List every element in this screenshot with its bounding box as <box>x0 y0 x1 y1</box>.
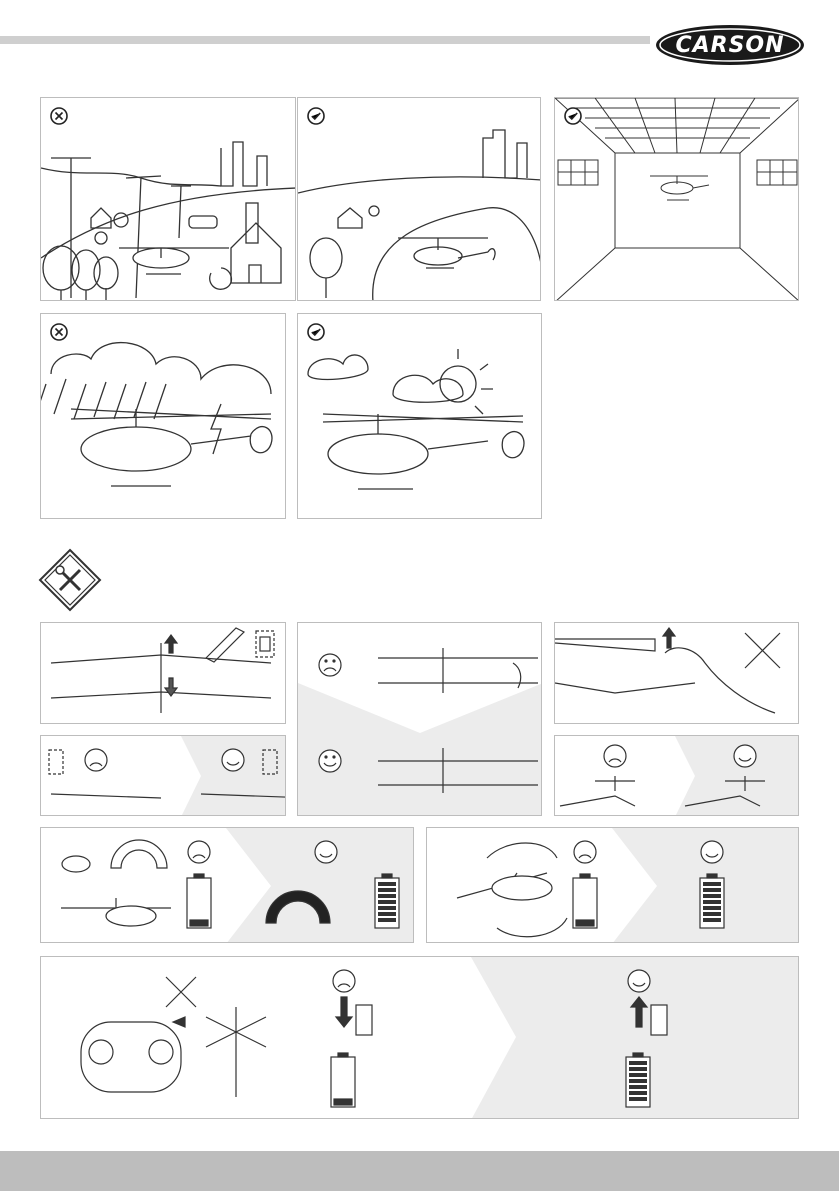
footer-bar <box>0 1151 839 1191</box>
circle-check-icon <box>563 106 583 126</box>
circle-check-icon <box>306 106 326 126</box>
screw-tight-panel <box>40 735 286 816</box>
flip-battery-panel <box>426 827 799 943</box>
circle-check-icon <box>306 322 326 342</box>
rotor-screw-panel <box>40 622 286 724</box>
scene-city-panel <box>40 97 296 301</box>
scene-field-panel <box>297 97 541 301</box>
scene-hall-panel <box>554 97 799 301</box>
carson-logo <box>655 24 805 66</box>
speed-battery-panel <box>40 827 414 943</box>
tail-rotor-panel <box>554 735 799 816</box>
circle-x-icon <box>49 106 69 126</box>
logo-text: CARSON <box>675 32 785 58</box>
blade-balance-panel <box>297 622 542 816</box>
scene-fair-weather-panel <box>297 313 542 519</box>
header-bar <box>0 36 650 44</box>
controller-trim-panel <box>40 956 799 1119</box>
circle-x-icon <box>49 322 69 342</box>
scene-storm-panel <box>40 313 286 519</box>
rotor-hand-panel <box>554 622 799 724</box>
wrench-screwdriver-icon <box>38 548 102 612</box>
